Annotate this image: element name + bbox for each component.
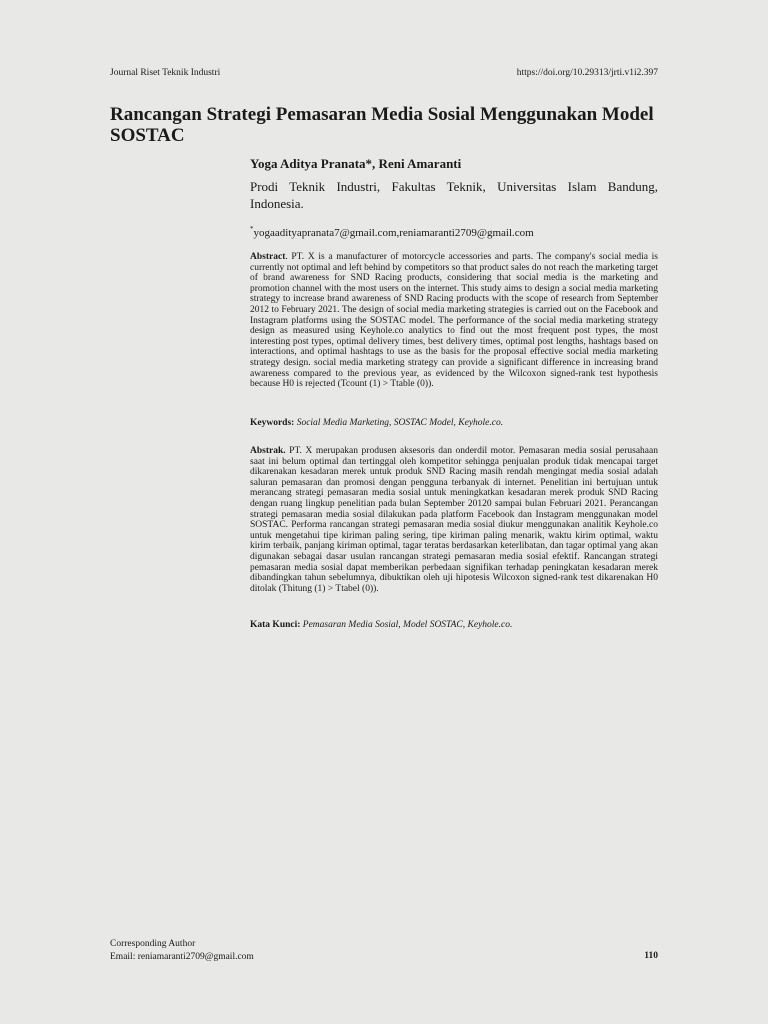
abstract-english — [250, 252, 658, 390]
journal-name: Journal Riset Teknik Industri — [110, 68, 221, 78]
katakunci-text: Pemasaran Media Sosial, Model SOSTAC, Keyhole.co. — [302, 620, 513, 630]
corresponding-label: Corresponding Author — [110, 939, 196, 949]
email-text: yogaadityapranata7@gmail.com,reniamaranti2709@gmail.com — [253, 227, 534, 239]
author-list: Yoga Aditya Pranata*, Reni Amaranti — [250, 156, 462, 171]
affiliation: Prodi Teknik Industri, Fakultas Teknik, Universitas Islam Bandung, Indonesia. — [250, 179, 658, 211]
katakunci-label: Kata Kunci: — [250, 620, 301, 630]
author-emails — [250, 227, 658, 239]
abstract-text: . PT. X is a manufacturer of motorcycle accessories and parts. The company's social media is currently not optimal and left behind by competitors so that product sales do not reach the marketing target of brand awareness for SND Racing products, considering that social media is the marketing and promotion channel with the most users on the internet. This study aims to design a social media marketing strategy to increase brand awareness of SND Racing products with the scope of research from September 2012 to February 2021. The design of social media marketing strategies is carried out on the Facebook and Instagram platforms using the SOSTAC model. The performance of the social media marketing strategy design as measured using Keyhole.co analytics to find out the most frequent post types, the most interesting post types, optimal delivery times, best delivery times, optimal post lengths, hashtags based on interactions, and optimal hashtags to use as the basis for the proposal effective social media marketing strategy design. social media marketing strategy can provide a significant difference in increasing brand awareness compared to the previous year, as evidenced by the Wilcoxon signed-rank test hypothesis because H0 is rejected (Tcount (1) > Ttable (0)). — [250, 252, 658, 390]
abstract-indonesian — [250, 446, 658, 594]
doi-link[interactable]: https://doi.org/10.29313/jrti.v1i2.397 — [516, 68, 658, 78]
paper-title: Rancangan Strategi Pemasaran Media Sosial Menggunakan Model SOSTAC — [110, 104, 654, 146]
keywords-text: Social Media Marketing, SOSTAC Model, Keyhole.co. — [296, 418, 504, 428]
abstrak-label: Abstrak. — [250, 446, 286, 456]
email-marker: * — [250, 225, 254, 233]
abstract-label: Abstract — [250, 252, 286, 262]
abstrak-text: PT. X merupakan produsen aksesoris dan onderdil motor. Pemasaran media sosial perusahaan saat ini belum optimal dan tertinggal oleh kompetitor sehingga penjualan produk tidak mencapai target dikarenakan kesadaran merek untuk produk SND Racing masih rendah mengingat media sosial adalah saluran pemasaran dan promosi dengan pengguna terbanyak di internet. Penelitian ini bertujuan untuk merancang strategi pemasaran media sosial untuk meningkatkan kesadaran merek produk SND Racing dengan ruang lingkup penelitian pada bulan September 20120 sampai bulan Februari 2021. Perancangan strategi pemasaran media sosial dilakukan pada platform Facebook dan Instagram menggunakan model SOSTAC. Performa rancangan strategi pemasaran media sosial diukur menggunakan analitik Keyhole.co untuk mengetahui tipe kiriman paling sering, tipe kiriman paling menarik, waktu kirim optimal, waktu kirim terbaik, panjang kiriman optimal, tagar teratas berdasarkan keterlibatan, dan tagar optimal yang akan digunakan sebagai dasar usulan rancangan strategi pemasaran media sosial efektif. Rancangan strategi pemasaran media sosial dapat memberikan perbedaan signifikan terhadap peningkatan kesadaran merek dibandingkan tahun sebelumnya, dibuktikan oleh uji hipotesis Wilcoxon signed-rank test dikarenakan H0 ditolak (Thitung (1) > Ttabel (0)). — [250, 446, 658, 594]
keywords-english — [250, 418, 658, 428]
corresponding-author — [110, 938, 254, 964]
keywords-label: Keywords: — [250, 418, 295, 428]
keywords-indonesian — [250, 620, 658, 630]
page-number: 110 — [644, 951, 658, 961]
corresponding-email: Email: reniamaranti2709@gmail.com — [110, 952, 254, 962]
